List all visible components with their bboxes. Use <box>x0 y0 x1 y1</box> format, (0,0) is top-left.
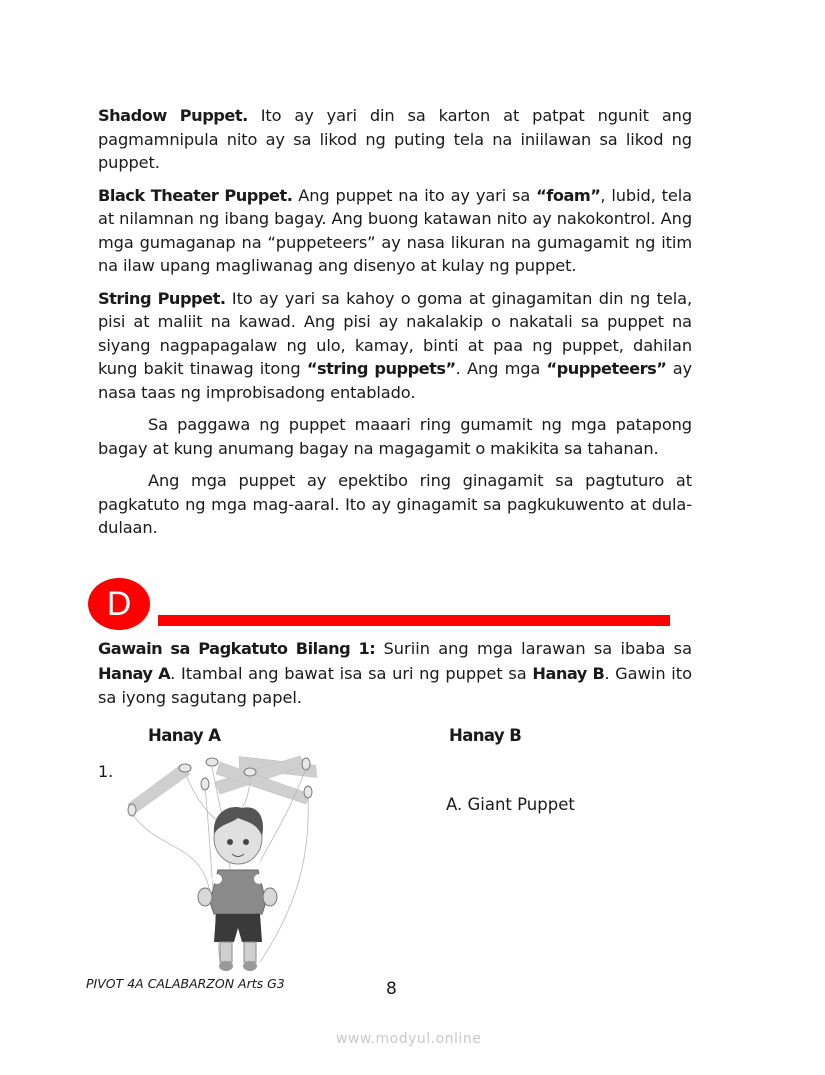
activity-instructions <box>98 637 692 711</box>
lesson-body <box>98 104 692 549</box>
paragraph-text: , lubid, tela at nilamnan ng ibang bagay. Ang buong katawan nito ay nakokontrol. Ang mga gumaganap na “puppeteers” ay nasa likuran na gumagamit ng itim na ilaw upang magliwanag ang disenyo at kulay ng puppet. <box>98 185 692 275</box>
footer-module-title: PIVOT 4A CALABARZON Arts G3 <box>86 976 285 991</box>
paragraph-text: ay nasa taas ng improbisadong entablado. <box>98 359 692 402</box>
column-header-hanay-a: Hanay A <box>148 726 221 745</box>
emphasis-string-puppets: “string puppets” <box>306 359 456 378</box>
emphasis-puppeteers: “puppeteers” <box>546 359 667 378</box>
watermark: www.modyul.online <box>336 1031 482 1047</box>
hanay-a-ref: Hanay A <box>98 663 171 683</box>
paragraph-shadow-puppet <box>98 104 692 175</box>
section-letter-badge: D <box>88 578 150 630</box>
section-divider-bar <box>158 615 670 626</box>
column-header-hanay-b: Hanay B <box>449 726 522 745</box>
paragraph-black-theater-puppet <box>98 184 692 278</box>
paragraph-string-puppet <box>98 287 692 405</box>
section-header-d <box>88 578 678 628</box>
hanay-b-option-a: A. Giant Puppet <box>446 795 575 814</box>
paragraph-uses: Ang mga puppet ay epektibo ring ginagamit sa pagtuturo at pagkatuto ng mga mag-aaral. Ito ay ginagamit sa pagkukuwento at dula-dulaan. <box>98 471 692 537</box>
term-black-theater-puppet: Black Theater Puppet. <box>98 185 293 205</box>
term-string-puppet: String Puppet. <box>98 288 226 308</box>
paragraph-text: . Ang mga <box>455 359 547 378</box>
activity-text <box>98 637 692 711</box>
term-shadow-puppet: Shadow Puppet. <box>98 106 248 125</box>
item-number: 1. <box>98 762 114 781</box>
paragraph-text: Ito ay yari din sa karton at patpat ngunit ang pagmamnipula nito ay sa likod ng puting tela na iniilawan sa likod ng puppet. <box>98 106 692 172</box>
hanay-b-ref: Hanay B <box>532 663 605 683</box>
paragraph-text: Ang puppet na ito ay yari sa <box>292 185 537 205</box>
activity-text-part: Suriin ang mga larawan sa ibaba sa <box>375 639 693 658</box>
paragraph-materials: Sa paggawa ng puppet maaari ring gumamit ng mga patapong bagay at kung anumang bagay na magagamit o makikita sa tahanan. <box>98 415 692 458</box>
activity-text-part: . Gawin ito sa iyong sagutang papel. <box>98 663 693 707</box>
paragraph-text: Ito ay yari sa kahoy o goma at ginagamitan din ng tela, pisi at maliit na kawad. Ang pisi ay nakalakip o nakatali sa puppet na siyang nagpapagalaw ng ulo, kamay, binti at paa ng puppet, dahilan kung bakit tinawag itong <box>98 288 692 378</box>
page-number: 8 <box>386 979 397 999</box>
emphasis-foam: “foam” <box>536 185 601 205</box>
activity-title: Gawain sa Pagkatuto Bilang 1: <box>98 639 376 658</box>
activity-text-part: . Itambal ang bawat isa sa uri ng puppet sa <box>170 663 533 683</box>
string-puppet-illustration <box>120 752 340 974</box>
